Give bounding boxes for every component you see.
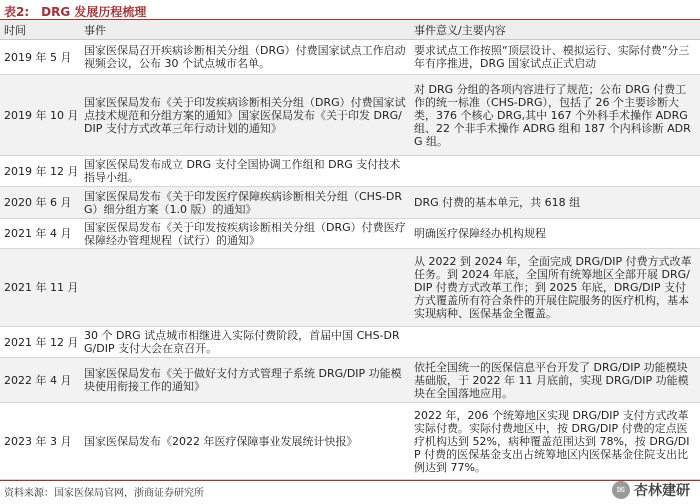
row-event: 国家医保局发布《关于做好支付方式管理子系统 DRG/DIP 功能模块使用衔接工作的通知》 — [80, 358, 410, 403]
source-note: 资料来源：国家医保局官网，浙商证券研究所 — [4, 488, 204, 499]
row-event: 国家医保局召开疾病诊断相关分组（DRG）付费国家试点工作启动视频会议，公布 30 个试点城市名单。 — [80, 40, 410, 75]
watermark-text: 杏林建研 — [634, 483, 690, 499]
watermark — [612, 480, 690, 500]
table-row — [0, 358, 700, 403]
row-meaning: 从 2022 到 2024 年，全面完成 DRG/DIP 付费方式改革任务。到 2024 年底，全国所有统筹地区全部开展 DRG/DIP 付费方式改革工作；到 2025 年底，DRG/DIP 支付方式覆盖所有符合条件的开展住院服务的医疗机构，基本实现病种、医保基金全覆盖。 — [410, 249, 700, 327]
header-event: 事件 — [80, 20, 410, 40]
table-title: 表2: DRG 发展历程梳理 — [4, 5, 147, 19]
table-row — [0, 40, 700, 75]
table-row — [0, 249, 700, 327]
row-date: 2021 年 4 月 — [0, 219, 80, 249]
row-event: 国家医保局发布成立 DRG 支付全国协调工作组和 DRG 支付技术指导小组。 — [80, 156, 410, 187]
row-date: 2019 年 5 月 — [0, 40, 80, 75]
row-meaning: 要求试点工作按照“顶层设计、模拟运行、实际付费”分三年有序推进，DRG 国家试点正式启动 — [410, 40, 700, 75]
wechat-icon: ✉ — [612, 481, 630, 499]
row-meaning: 对 DRG 分组的各项内容进行了规范；公布 DRG 付费工作的统一标准（CHS-DRG），包括了 26 个主要诊断大类，376 个核心 DRG,其中 167 个外科手术操作 ADRG 组、22 个非手术操作 ADRG 组和 187 个内科诊断 ADRG 组。 — [410, 75, 700, 156]
row-event: 国家医保局发布《关于印发疾病诊断相关分组（DRG）付费国家试点技术规范和分组方案的通知》国家医保局发布《关于印发 DRG/DIP 支付方式改革三年行动计划的通知》 — [80, 75, 410, 156]
table-row — [0, 75, 700, 156]
row-event: 30 个 DRG 试点城市相继进入实际付费阶段，首届中国 CHS-DRG/DIP 支付大会在京召开。 — [80, 327, 410, 358]
row-date: 2019 年 10 月 — [0, 75, 80, 156]
table-row — [0, 219, 700, 249]
row-meaning: DRG 付费的基本单元，共 618 组 — [410, 187, 700, 219]
row-date: 2021 年 12 月 — [0, 327, 80, 358]
row-meaning — [410, 327, 700, 358]
row-date: 2022 年 4 月 — [0, 358, 80, 403]
row-date: 2019 年 12 月 — [0, 156, 80, 187]
row-event — [80, 249, 410, 327]
row-date: 2020 年 6 月 — [0, 187, 80, 219]
table-row — [0, 187, 700, 219]
bottom-divider — [0, 480, 700, 481]
header-date: 时间 — [0, 20, 80, 40]
row-date: 2021 年 11 月 — [0, 249, 80, 327]
header-meaning: 事件意义/主要内容 — [410, 20, 700, 40]
row-date: 2023 年 3 月 — [0, 403, 80, 480]
table-row — [0, 403, 700, 480]
table-row — [0, 327, 700, 358]
row-meaning: 依托全国统一的医保信息平台开发了 DRG/DIP 功能模块基础版，于 2022 年 11 月底前，实现 DRG/DIP 功能模块在全国落地应用。 — [410, 358, 700, 403]
row-event: 国家医保局发布《关于印发按疾病诊断相关分组（DRG）付费医疗保障经办管理规程（试行）的通知》 — [80, 219, 410, 249]
row-event: 国家医保局发布《2022 年医疗保障事业发展统计快报》 — [80, 403, 410, 480]
drg-timeline-table — [0, 20, 700, 480]
table-row — [0, 156, 700, 187]
row-meaning: 2022 年，206 个统筹地区实现 DRG/DIP 支付方式改革实际付费。实际付费地区中，按 DRG/DIP 付费的定点医疗机构达到 52%，病种覆盖范围达到 78%，按 DRG/DIP 付费的医保基金支出占统筹地区内医保基金住院支出比例达到 77%。 — [410, 403, 700, 480]
table-header-row — [0, 20, 700, 40]
row-meaning — [410, 156, 700, 187]
row-event: 国家医保局发布《关于印发医疗保障疾病诊断相关分组（CHS-DRG）细分组方案（1.0 版）的通知》 — [80, 187, 410, 219]
row-meaning: 明确医疗保障经办机构规程 — [410, 219, 700, 249]
